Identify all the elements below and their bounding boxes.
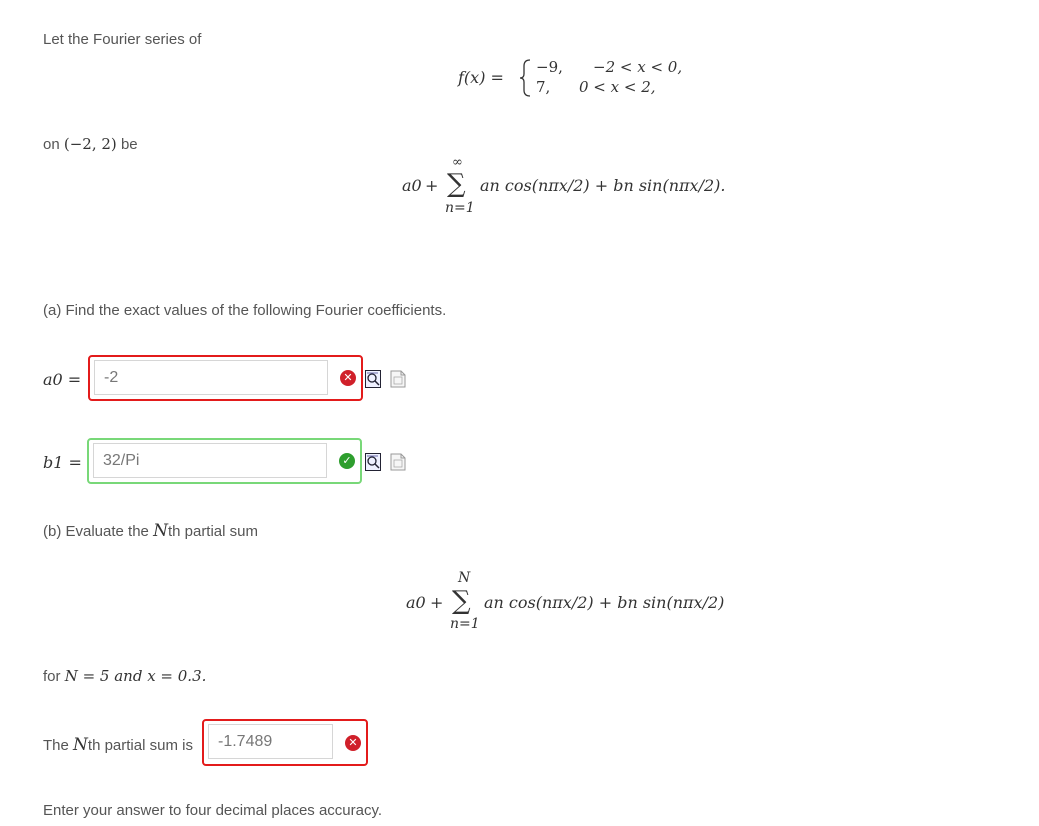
- intro-text: Let the Fourier series of: [43, 31, 202, 48]
- format-help-icon[interactable]: [390, 370, 406, 388]
- on-label: on: [43, 136, 60, 153]
- partial-plus: +: [430, 593, 444, 612]
- on-interval-line: [43, 135, 138, 153]
- b1-label: b1 =: [43, 453, 82, 472]
- preview-icon[interactable]: [365, 453, 381, 471]
- case-1-condition: −2 < x < 0,: [593, 58, 683, 76]
- b1-input[interactable]: [93, 443, 327, 478]
- part-b-prompt: [43, 521, 258, 541]
- accuracy-note: Enter your answer to four decimal places accuracy.: [43, 802, 383, 819]
- be-label: be: [120, 136, 138, 153]
- format-help-icon[interactable]: [390, 453, 406, 471]
- result-pre: The: [43, 737, 69, 754]
- series-terms: an cos(nπx/2) + bn sin(nπx/2).: [480, 176, 726, 195]
- x-circle-icon: ✕: [345, 735, 361, 751]
- check-circle-icon: ✓: [339, 453, 355, 469]
- for-values: N = 5 and x = 0.3.: [64, 667, 207, 685]
- a0-label: a0 =: [43, 370, 82, 389]
- partial-terms: an cos(nπx/2) + bn sin(nπx/2): [484, 593, 725, 612]
- sum-symbol: ∑: [447, 169, 466, 199]
- cases-brace: [518, 58, 532, 98]
- function-lhs: f(x) =: [458, 68, 504, 87]
- sum-upper-limit: ∞: [452, 155, 463, 170]
- case-1-value: −9,: [536, 58, 563, 76]
- case-2-condition: 0 < x < 2,: [579, 78, 656, 96]
- series-a0: a0: [402, 176, 422, 195]
- part-b-prompt-post: th partial sum: [167, 523, 258, 540]
- case-2-value: 7,: [536, 78, 551, 96]
- preview-icon[interactable]: [365, 370, 381, 388]
- partial-a0: a0: [406, 593, 426, 612]
- sum-lower-limit: n=1: [445, 200, 475, 216]
- result-post: th partial sum is: [87, 737, 193, 754]
- partial-upper-limit: N: [458, 570, 471, 586]
- x-circle-icon: ✕: [340, 370, 356, 386]
- partial-sum-input[interactable]: [208, 724, 333, 759]
- for-values-line: [43, 667, 206, 685]
- interval: (−2, 2): [63, 135, 117, 153]
- result-N: N: [73, 735, 88, 755]
- result-label: [43, 735, 193, 755]
- part-a-prompt: (a) Find the exact values of the following Fourier coefficients.: [43, 302, 447, 319]
- for-label: for: [43, 668, 61, 685]
- partial-lower-limit: n=1: [450, 616, 480, 632]
- series-plus: +: [425, 176, 439, 195]
- partial-sum-symbol: ∑: [452, 586, 471, 616]
- part-b-prompt-pre: (b) Evaluate the: [43, 523, 149, 540]
- a0-input[interactable]: [94, 360, 328, 395]
- part-b-N: N: [153, 521, 168, 541]
